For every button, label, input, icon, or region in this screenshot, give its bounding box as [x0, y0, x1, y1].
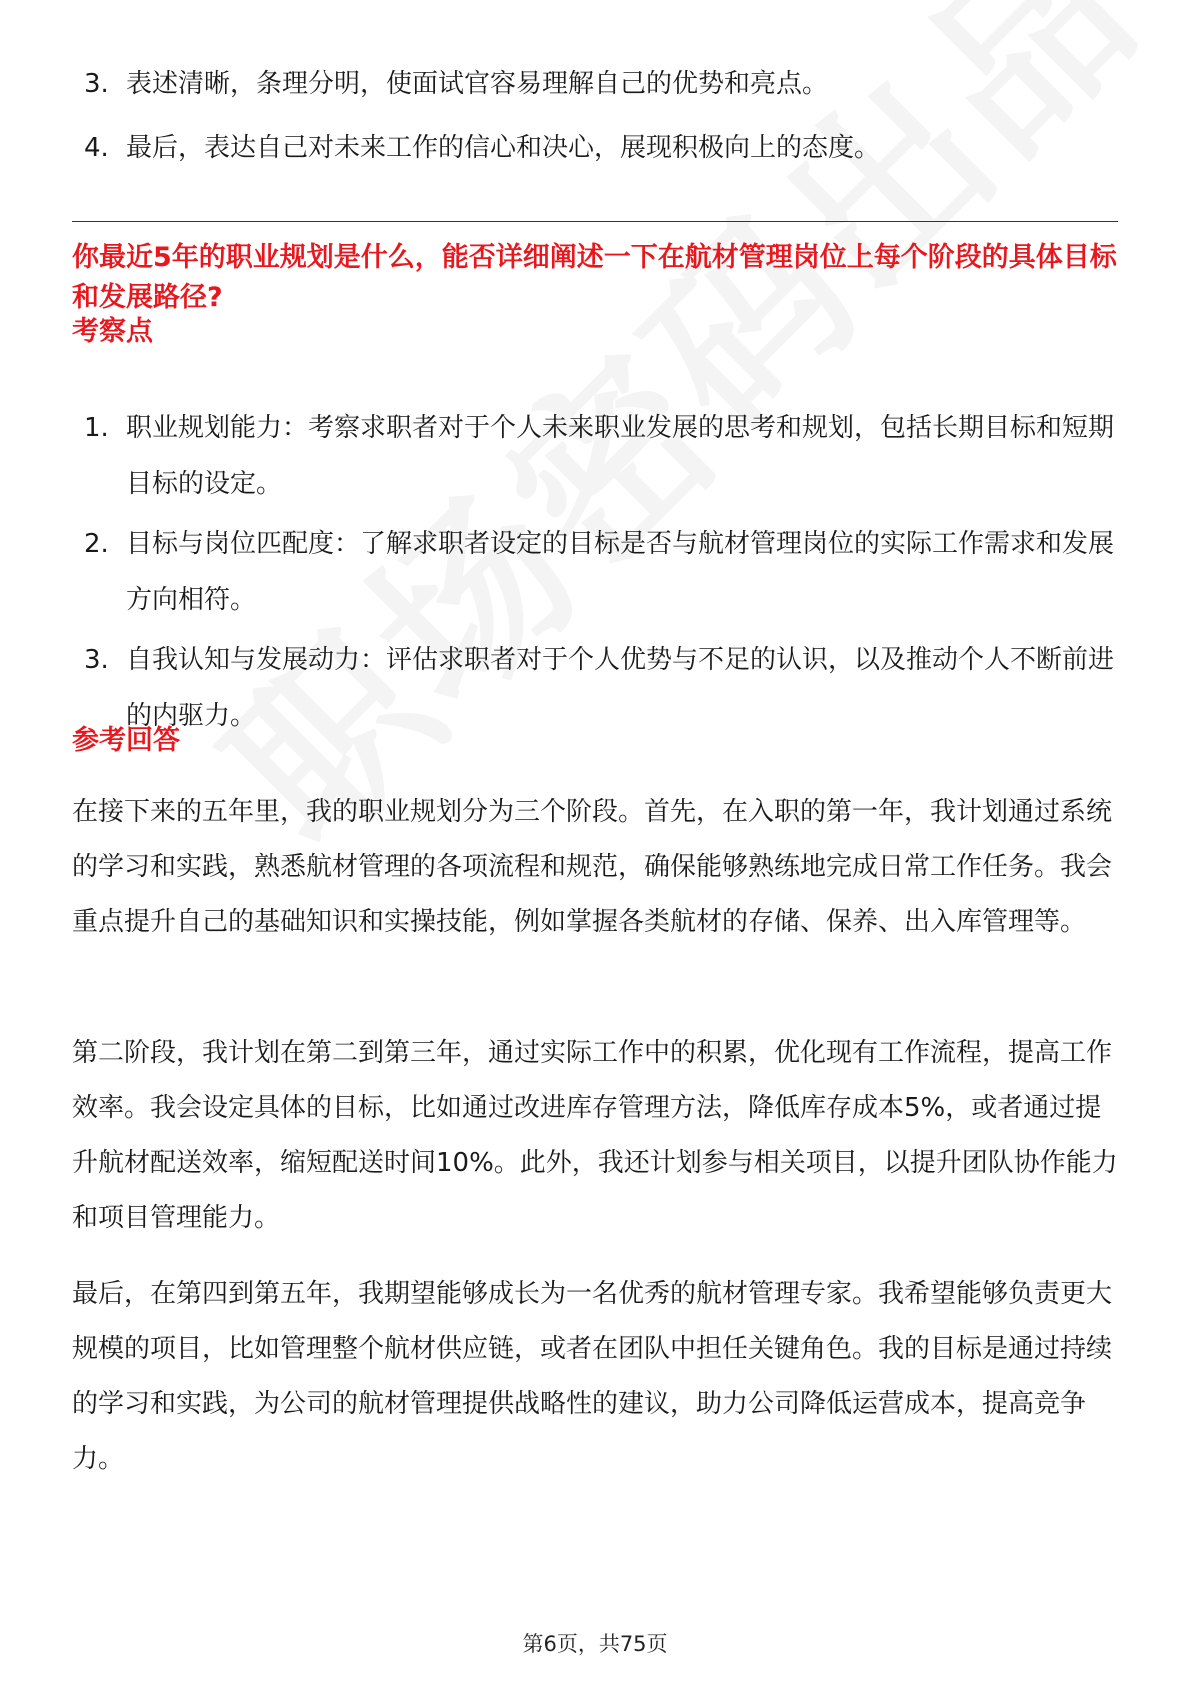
list-number: 4. — [84, 133, 109, 163]
list-item — [72, 516, 1122, 628]
question-heading: 你最近5年的职业规划是什么，能否详细阐述一下在航材管理岗位上每个阶段的具体目标和发展路径? — [72, 242, 1117, 313]
points-list — [72, 400, 1122, 748]
list-number: 1. — [84, 413, 109, 443]
answer-title: 参考回答 — [72, 725, 180, 756]
list-number: 2. — [84, 529, 109, 559]
list-item — [72, 56, 1122, 112]
list-text: 目标与岗位匹配度：了解求职者设定的目标是否与航材管理岗位的实际工作需求和发展方向相符。 — [126, 529, 1115, 615]
list-text: 职业规划能力：考察求职者对于个人未来职业发展的思考和规划，包括长期目标和短期目标的设定。 — [126, 413, 1115, 499]
answer-paragraph: 第二阶段，我计划在第二到第三年，通过实际工作中的积累，优化现有工作流程，提高工作效率。我会设定具体的目标，比如通过改进库存管理方法，降低库存成本5%，或者通过提升航材配送效率，缩短配送时间10%。此外，我还计划参与相关项目，以提升团队协作能力和项目管理能力。 — [72, 1038, 1118, 1233]
list-item — [72, 120, 1122, 176]
page-footer: 第6页，共75页 — [522, 1632, 668, 1656]
answer-paragraph: 最后，在第四到第五年，我期望能够成长为一名优秀的航材管理专家。我希望能够负责更大规模的项目，比如管理整个航材供应链，或者在团队中担任关键角色。我的目标是通过持续的学习和实践，为公司的航材管理提供战略性的建议，助力公司降低运营成本，提高竞争力。 — [72, 1279, 1113, 1474]
list-item — [72, 632, 1122, 744]
list-item — [72, 400, 1122, 512]
answer-paragraph: 在接下来的五年里，我的职业规划分为三个阶段。首先，在入职的第一年，我计划通过系统的学习和实践，熟悉航材管理的各项流程和规范，确保能够熟练地完成日常工作任务。我会重点提升自己的基础知识和实操技能，例如掌握各类航材的存储、保养、出入库管理等。 — [72, 797, 1113, 937]
list-text: 自我认知与发展动力：评估求职者对于个人优势与不足的认识，以及推动个人不断前进的内驱力。 — [126, 645, 1115, 731]
points-title: 考察点 — [72, 316, 153, 347]
section-divider — [72, 221, 1118, 222]
list-number: 3. — [84, 645, 109, 675]
list-number: 3. — [84, 69, 109, 99]
list-text: 表述清晰，条理分明，使面试官容易理解自己的优势和亮点。 — [126, 69, 829, 99]
list-text: 最后，表达自己对未来工作的信心和决心，展现积极向上的态度。 — [126, 133, 881, 163]
top-list — [72, 56, 1122, 184]
